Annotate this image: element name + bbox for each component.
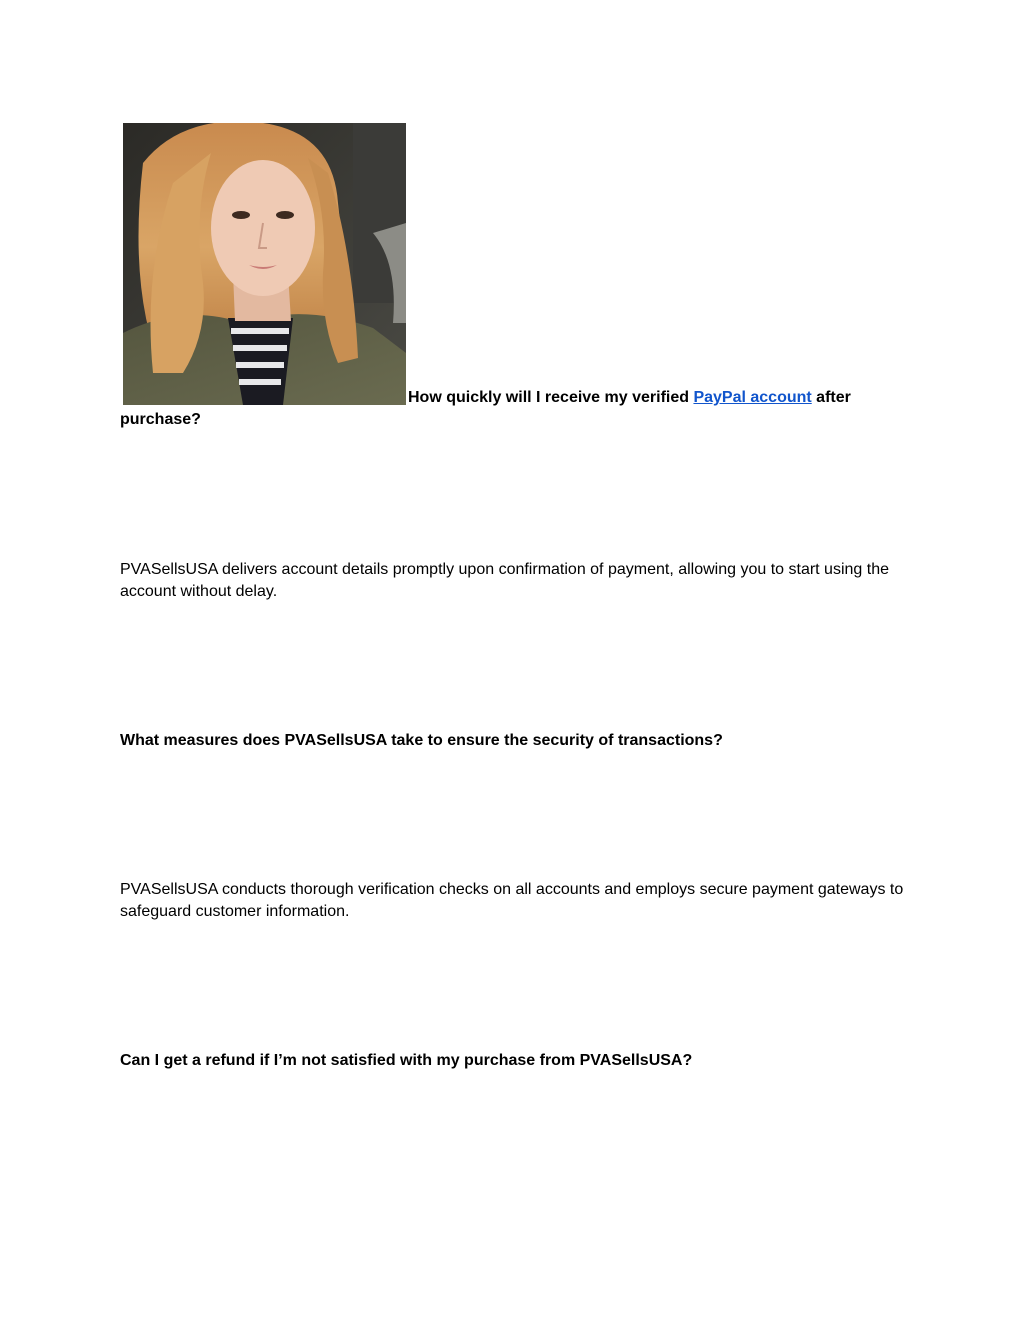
faq-question-2: What measures does PVASellsUSA take to ensure the security of transactions?: [120, 732, 723, 749]
faq-question-1-text: How quickly will I receive my verified: [408, 389, 694, 406]
faq-question-3: Can I get a refund if I’m not satisfied with my purchase from PVASellsUSA?: [120, 1052, 693, 1069]
faq-question-1-wrap: purchase?: [120, 411, 201, 428]
faq-answer-1: PVASellsUSA delivers account details promptly upon confirmation of payment, allowing you to start using the account without delay.: [120, 561, 889, 600]
faq-question-1-after: after: [811, 389, 851, 406]
faq-answer-2: PVASellsUSA conducts thorough verification checks on all accounts and employs secure payment gateways to safeguard customer information.: [120, 881, 904, 920]
portrait-photo: [123, 123, 406, 405]
faq-question-1: [408, 387, 851, 409]
paypal-account-link[interactable]: PayPal account: [693, 389, 812, 406]
